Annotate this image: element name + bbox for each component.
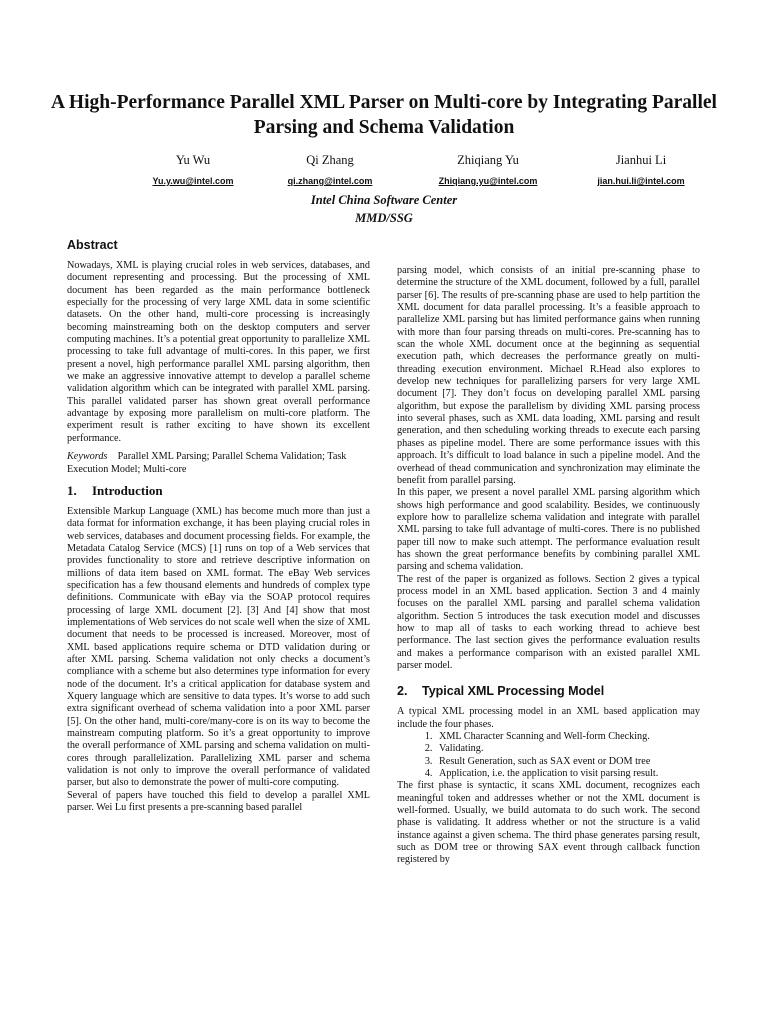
author-name: Jianhui Li	[615, 153, 667, 167]
section2-intro: A typical XML processing model in an XML based application may include the four phases.	[397, 706, 700, 730]
section2-text: The first phase is syntactic, it scans XML document, recognizes each meaningful token and addresses whether or not the XML document is well-formed. Usually, we build automata to do such work. The second phase is validating. It address whether or not the structure is a valid instance against a given schema. The third phase generates parsing result, such as DOM tree or throwing SAX event through callback function registered by	[397, 780, 700, 866]
phase-list	[397, 731, 700, 780]
author-name: Qi Zhang	[306, 153, 354, 167]
intro-paragraph-2-cont: parsing model, which consists of an initial pre-scanning phase to determine the structure of the XML document, followed by a full, parallel parser [6]. The results of pre-scanning phase are used to help partition the XML document for data parallel processing. It’s a feasible approach to parallelize XML parsing but has limited performance gains when running with more than four parsing threads on multi-cores. Pre-scanning has to scan the whole XML document once at the beginning as sequential execution path, which decreases the performance greatly on multi-threading execution environment. Michael R.Head also explores to develop new techniques for parallelizing parsers for very large XML document [7]. They don’t focus on developing parallel XML parsing algorithm, but expose the parallelism by dividing XML parsing process into several phases, such as XML data loading, XML parsing and result generation, and then scheduling working threads to execute each parsing phases as pipeline model. There are some performance issues with this approach. It’s difficult to load balance in such a pipeline model. And the overhead of thead communication and synchronization may eliminate the benefit from parallel parsing.	[397, 265, 700, 486]
affiliation-line-1: Intel China Software Center	[310, 193, 458, 207]
section2-heading	[397, 682, 700, 700]
keywords-text: Parallel XML Parsing; Parallel Schema Validation; Task Execution Model; Multi-core	[67, 451, 347, 475]
intro-paragraph-1: Extensible Markup Language (XML) has become much more than just a data format for information exchange, it has been playing crucial roles in web services, databases and document processing fields. For example, the Metadata Catalog Service (MCS) [1] runs on top of a Web services that provides functionality to store and retrieve descriptive information on millions of data item based on XML format. The eBay Web services specification has a few thousand elements and hundreds of complex type definitions. Communicate with eBay via the SOAP protocol requires processing of large XML document [2]. [3] And [4] show that most implementations of Web services do not scale well when the size of XML document that needs to be processed is increased. Moreover, most of XML based applications require schema or DTD validation during or after XML parsing. Schema validation not only checks a document’s compliance with a scheme but also determines type information for every node of the document. It’s a critical application for database system and Xquery language which are sensitive to data types. It’s worse to add such extra significant overhead of schema validation into a poor XML parser [5]. On the other hand, multi-core/many-core is on its way to become the mainstream computing platform. So it’s a great opportunity to improve the overall performance of XML parsing and schema validation on multi-cores through parallelization. Parallelizing XML parser and schema validation is not only to improve the overall performance of validated parser, but also to demonstrate the power of multi-core computing.	[67, 505, 370, 789]
list-item: 2. Validating.	[435, 743, 700, 755]
intro-paragraph-2-start: Several of papers have touched this field to develop a parallel XML parser. Wei Lu first presents a pre-scanning based parallel	[67, 789, 370, 814]
abstract-text: Nowadays, XML is playing crucial roles in web services, databases, and document representing and processing. But the processing of XML document has been regarded as the main performance bottleneck especially for the processing of very large XML data in some scientific datasets. On the other hand, multi-core processing is increasingly becoming mainstreaming both on the desktop computers and server computing machines. It’s a potential great opportunity to parallelize XML processing to take full advantage of multi-cores. In this paper, we first present a novel, high performance parallel XML parsing algorithm, then we make an aggressive innovative attempt to develop a parallel scheme validation algorithm which can be integrated with parallel XML parsing. This parallel validated parser has shown great overall performance advantage by exposing more parallelism on multi-core platform. The experiment result is rather exciting to have shown its excellent performance.	[67, 260, 370, 444]
author-email[interactable]: jian.hui.li@intel.com	[597, 176, 685, 186]
author-1	[113, 152, 273, 186]
right-column	[397, 265, 700, 867]
author-email[interactable]: qi.zhang@intel.com	[287, 176, 373, 186]
intro-paragraph-4: The rest of the paper is organized as follows. Section 2 gives a typical process model in an XML based application. Section 3 and 4 mainly focuses on the parallel XML parsing and parallel schema validation algorithm. Section 5 introduces the task execution model and discusses how to map all of tasks to each working thread to achieve best performance. The last section gives the performance evaluation results and makes a performance comparison with an existed parallel XML parser model.	[397, 573, 700, 671]
introduction-heading	[67, 482, 370, 500]
author-3	[408, 152, 568, 186]
author-name: Zhiqiang Yu	[457, 153, 519, 167]
left-column	[67, 236, 370, 814]
intro-paragraph-3: In this paper, we present a novel parallel XML parsing algorithm which shows high performance and good scalability. Besides, we continuously explore how to parallelize schema validation and integrate with parallel XML parsing to take full advantage of multi-cores. There is no published paper till now to make such attempt. The performance evaluation result has shown the great performance benefits by combining parallel XML parsing and schema validation.	[397, 487, 700, 573]
author-email[interactable]: Zhiqiang.yu@intel.com	[438, 176, 538, 186]
section-title: Introduction	[92, 482, 163, 498]
abstract-heading: Abstract	[67, 238, 118, 252]
author-block	[0, 152, 768, 192]
section-number: 1.	[67, 482, 77, 498]
author-email[interactable]: Yu.y.wu@intel.com	[152, 176, 234, 186]
list-item: 4. Application, i.e. the application to visit parsing result.	[435, 768, 700, 780]
list-item: 1. XML Character Scanning and Well-form Checking.	[435, 731, 700, 743]
paper-title: A High-Performance Parallel XML Parser on Multi-core by Integrating Parallel Parsing and Schema Validation	[51, 92, 717, 138]
affiliation-line-2: MMD/SSG	[355, 211, 413, 225]
author-name: Yu Wu	[175, 153, 211, 167]
keywords-label: Keywords	[67, 451, 108, 463]
author-2	[250, 152, 410, 186]
keywords-line	[67, 451, 370, 476]
author-4	[561, 152, 721, 186]
section-number: 2.	[397, 684, 408, 699]
section-title: Typical XML Processing Model	[422, 684, 605, 699]
list-item: 3. Result Generation, such as SAX event or DOM tree	[435, 756, 700, 768]
